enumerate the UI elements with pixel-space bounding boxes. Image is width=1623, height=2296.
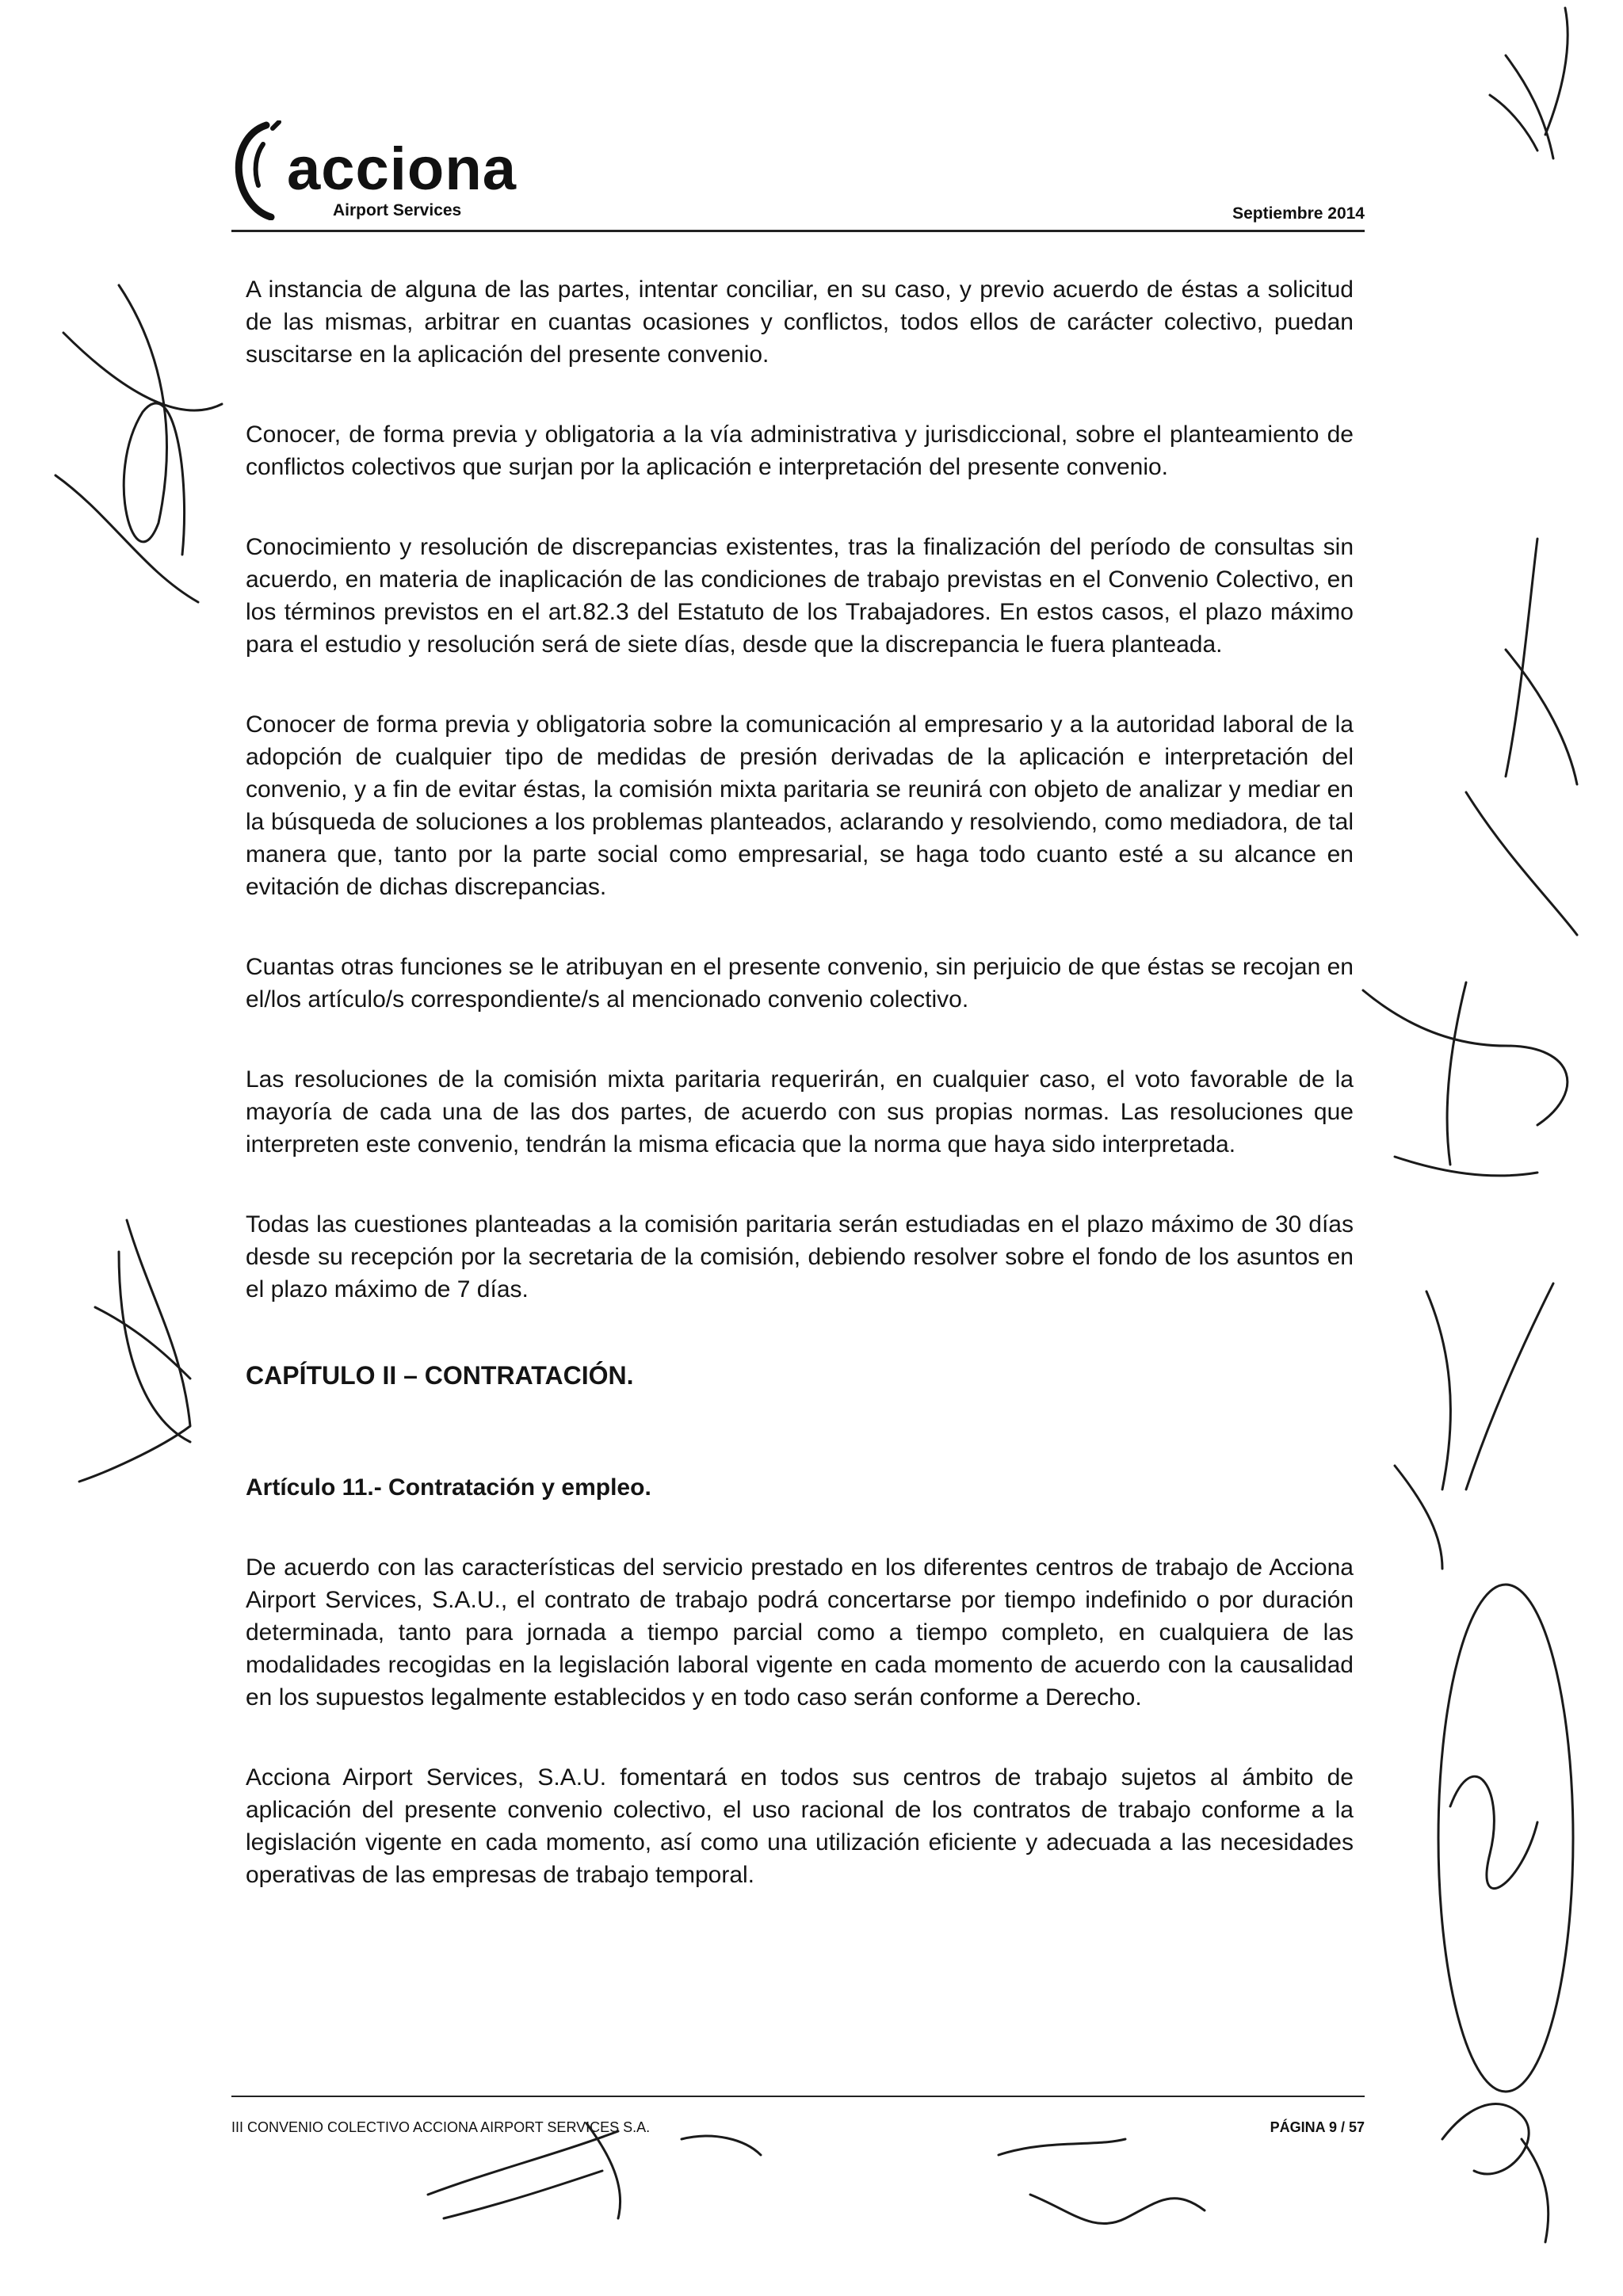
document-body <box>246 273 1354 1939</box>
paragraph: Todas las cuestiones planteadas a la comisión paritaria serán estudiadas en el plazo máximo de 30 días desde su recepción por la secretaria de la comisión, debiendo resolver sobre el fondo de los asuntos en el plazo máximo de 7 días. <box>246 1211 1354 1302</box>
footer-document-title: III CONVENIO COLECTIVO ACCIONA AIRPORT SERVICES S.A. <box>231 2119 651 2135</box>
acciona-leaf-icon <box>231 120 295 220</box>
footer-page-number: PÁGINA 9 / 57 <box>1270 2119 1365 2135</box>
signature-bottom-center <box>999 2139 1205 2224</box>
logo-wordmark: acciona <box>287 135 517 203</box>
signature-top-right <box>1490 8 1568 158</box>
paragraph: Las resoluciones de la comisión mixta paritaria requerirán, en cualquier caso, el voto favorable de la mayoría de cada una de las dos partes, de acuerdo con sus propias normas. Las resoluciones que interpreten este convenio, tendrán la misma eficacia que la norma que haya sido interpretada. <box>246 1066 1354 1158</box>
signature-right-scribble <box>1450 1776 1537 1888</box>
page-footer <box>231 2096 1365 2143</box>
paragraph: Acciona Airport Services, S.A.U. fomentará en todos sus centros de trabajo sujetos al ámbito de aplicación del presente convenio colectivo, el uso racional de los contratos de trabajo conforme a la legislación vigente en cada momento, así como una utilización eficiente y adecuada a las necesidades operativas de las empresas de trabajo temporal. <box>246 1764 1354 1888</box>
header-divider <box>231 230 1365 232</box>
signature-right-mid-1 <box>1466 539 1577 935</box>
chapter-heading: CAPÍTULO II – CONTRATACIÓN. <box>246 1361 634 1390</box>
signature-right-mid-2 <box>1363 982 1568 1176</box>
paragraph: De acuerdo con las características del servicio prestado en los diferentes centros de trabajo de Acciona Airport Services, S.A.U., el contrato de trabajo podrá concertarse por tiempo indefinido o por duración determinada, tanto para jornada a tiempo parcial como a tiempo completo, en cualquiera de las modalidades recogidas en la legislación laboral vigente en cada momento de acuerdo con la causalidad en los supuestos legalmente establecidos y en todo caso serán conforme a Derecho. <box>246 1554 1354 1711</box>
page-header <box>231 111 1365 238</box>
paragraph: Cuantas otras funciones se le atribuyan en el presente convenio, sin perjuicio de que éstas se recojan en el/los artículo/s correspondiente/s al mencionado convenio colectivo. <box>246 954 1354 1013</box>
footer-divider <box>231 2096 1365 2097</box>
logo-subtitle: Airport Services <box>333 201 462 219</box>
paragraph: A instancia de alguna de las partes, intentar conciliar, en su caso, y previo acuerdo de éstas a solicitud de las mismas, arbitrar en cuantas ocasiones y conflictos, todos ellos de carácter colectivo, puedan suscitarse en la aplicación del presente convenio. <box>246 277 1354 368</box>
article-heading: Artículo 11.- Contratación y empleo. <box>246 1474 651 1501</box>
company-logo <box>231 111 533 230</box>
signature-left-top <box>55 285 222 602</box>
signature-left-bottom <box>79 1220 190 1482</box>
paragraph: Conocimiento y resolución de discrepancias existentes, tras la finalización del período de consultas sin acuerdo, en materia de inaplicación de las condiciones de trabajo previstas en el Convenio Colectivo, en los términos previstos en el art.82.3 del Estatuto de los Trabajadores. En estos casos, el plazo máximo para el estudio y resolución será de siete días, desde que la discrepancia le fuera planteada. <box>246 534 1354 658</box>
signature-bottom-right <box>1442 2104 1549 2242</box>
header-date: Septiembre 2014 <box>1232 204 1365 223</box>
paragraph: Conocer de forma previa y obligatoria sobre la comunicación al empresario y a la autoridad laboral de la adopción de cualquier tipo de medidas de presión derivadas de la aplicación e interpretación del convenio, y a fin de evitar éstas, la comisión mixta paritaria se reunirá con objeto de analizar y mediar en la búsqueda de soluciones a los problemas planteados, aclarando y resolviendo, como mediadora, de tal manera que, tanto por la parte social como empresarial, se haga todo cuanto esté a su alcance en evitación de dichas discrepancias. <box>246 711 1354 900</box>
paragraph: Conocer, de forma previa y obligatoria a la vía administrativa y jurisdiccional, sobre el planteamiento de conflictos colectivos que surjan por la aplicación e interpretación del presente convenio. <box>246 421 1354 480</box>
signature-right-mid-3 <box>1395 1283 1553 1569</box>
signature-right-oval <box>1438 1585 1573 2092</box>
